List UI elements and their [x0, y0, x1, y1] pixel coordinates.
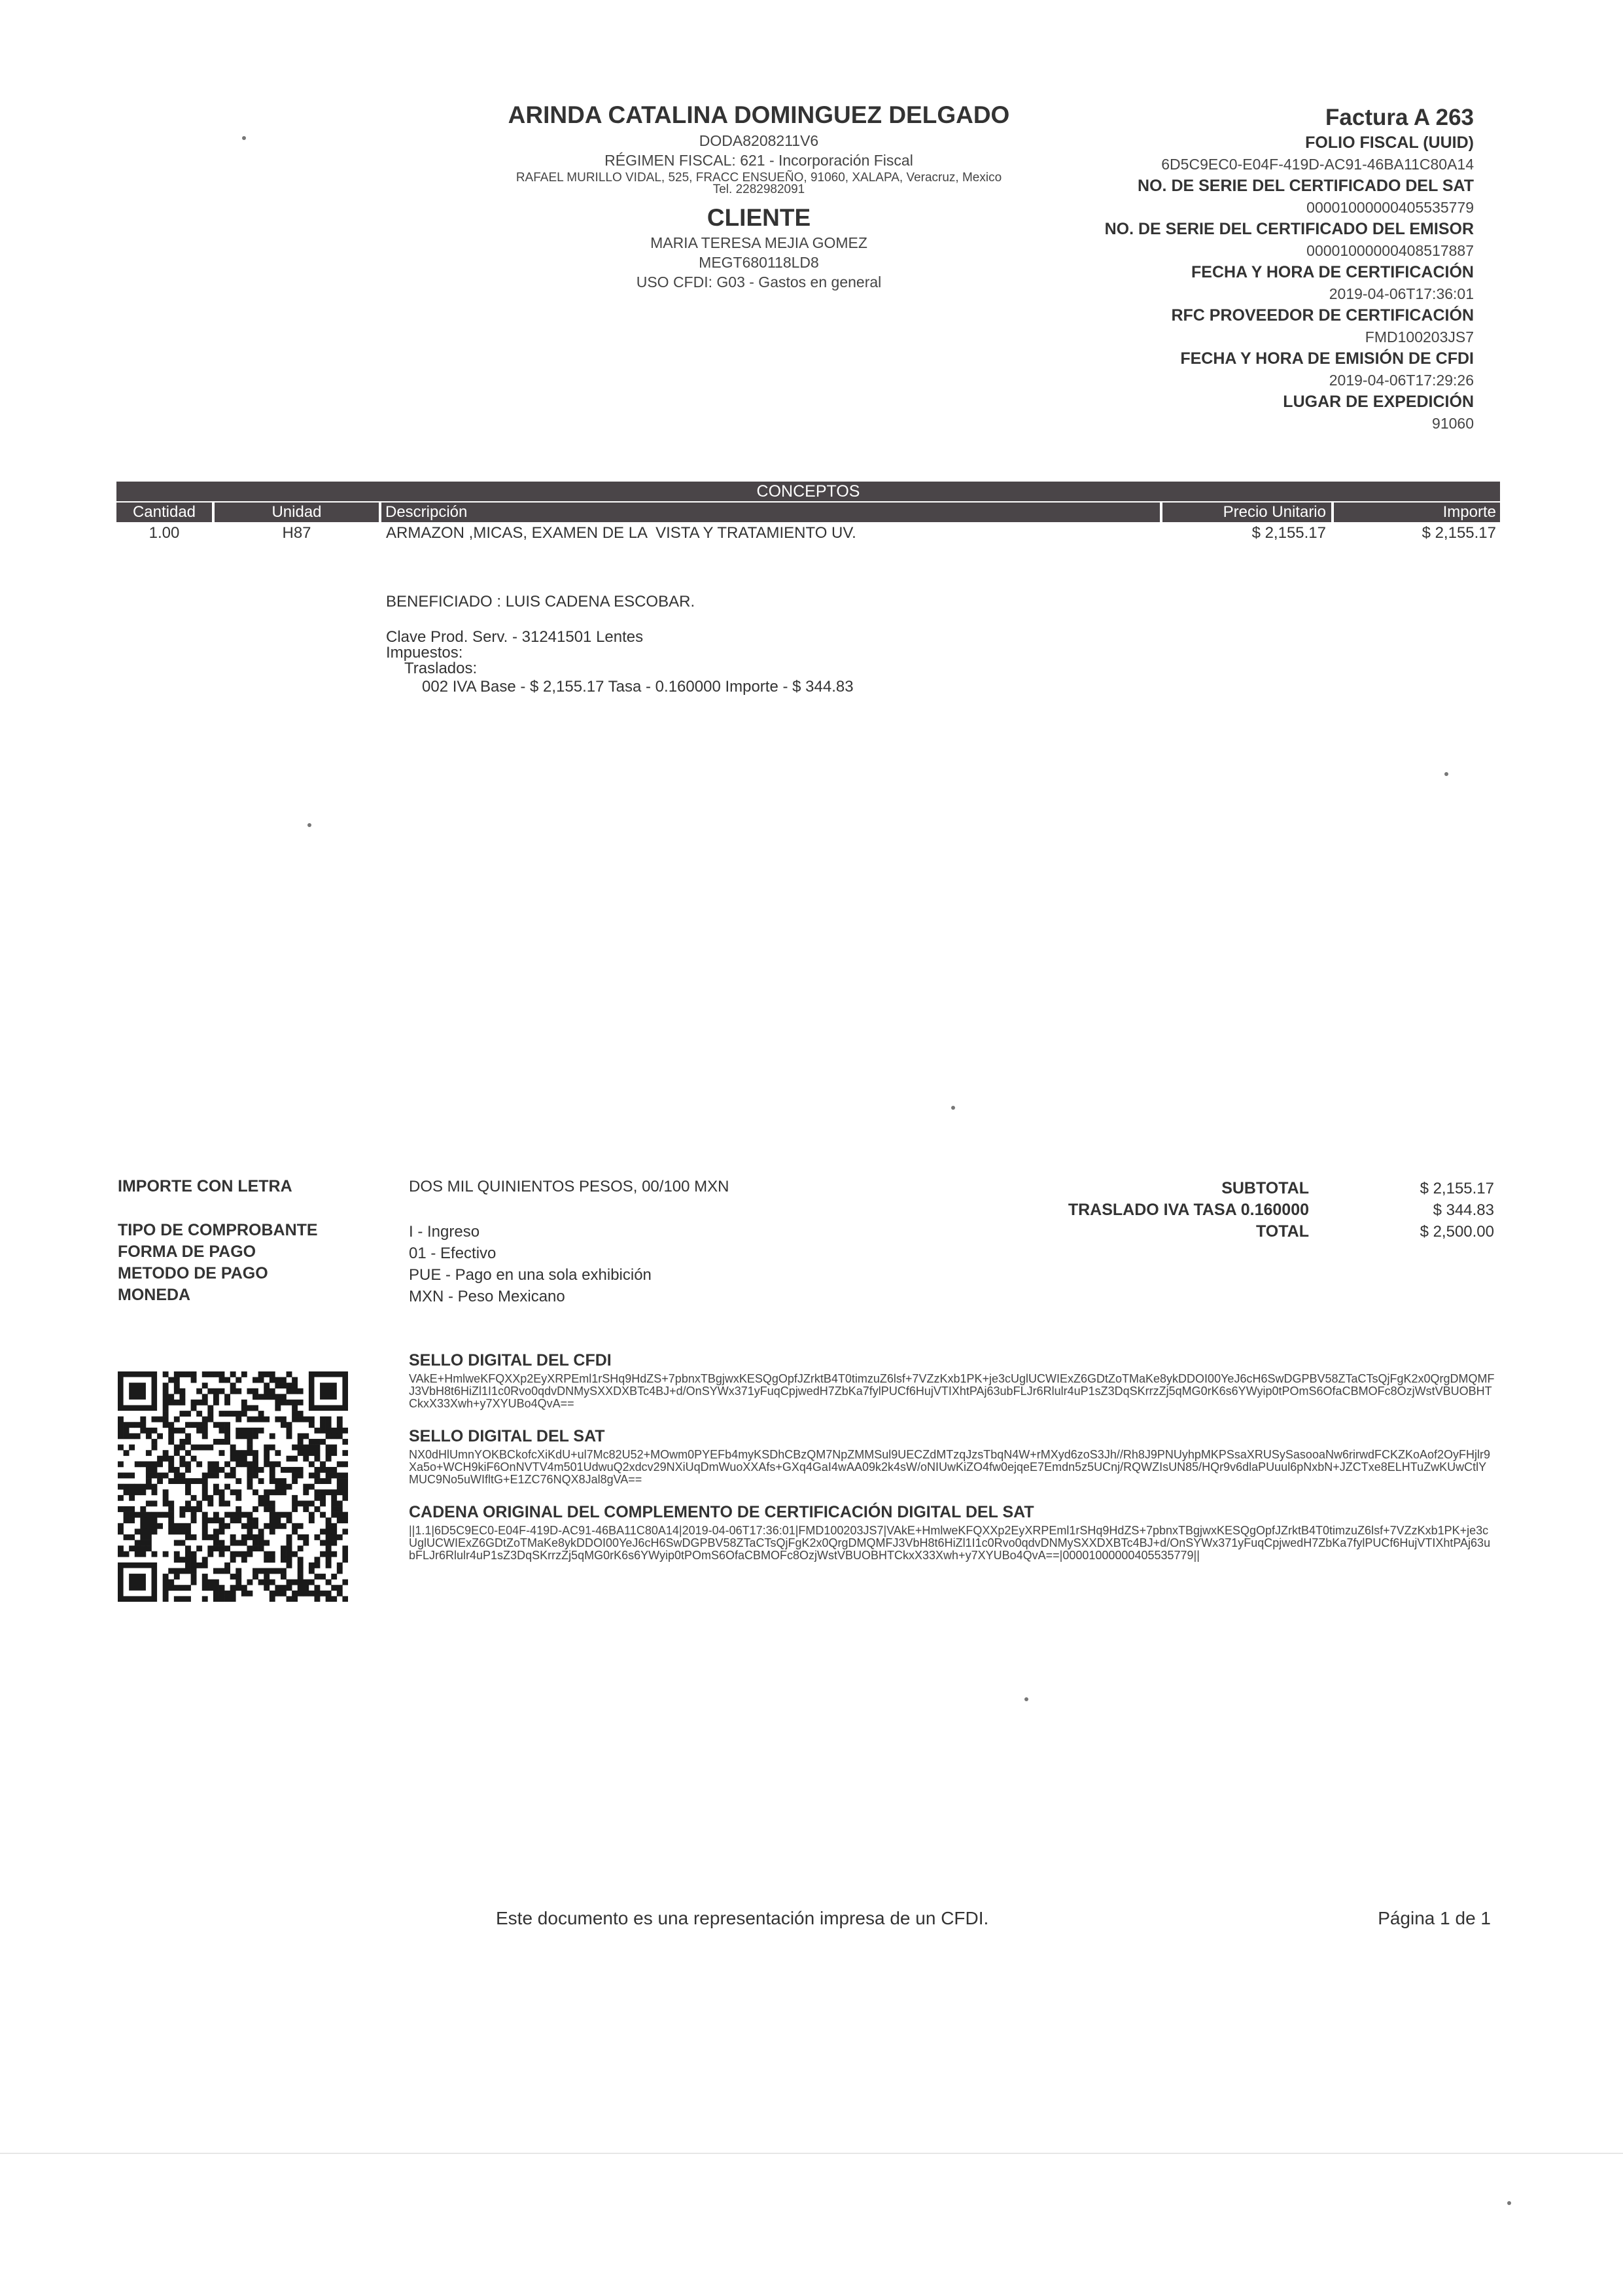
total-label: TOTAL	[1255, 1222, 1309, 1241]
fecha-emision-value: 2019-04-06T17:29:26	[1329, 372, 1474, 389]
scan-speck	[951, 1106, 955, 1110]
header-importe: Importe	[1334, 503, 1500, 522]
sello-cfdi-text: VAkE+HmlweKFQXXp2EyXRPEml1rSHq9HdZS+7pbnxTBgjwxKESQgOpfJZrktB4T0timzuZ6lsf+7VZzKxb1PK+je3cUglUCWIExZ6GDtZoTMaKe8ykDDOI00YeJ6cH6SwDGPBV58ZTaCTsQjFgK2x0QrgDMQMFJ3VbH8t6HiZl1I1c0Rvo0qdvDNMySXXDXBTc4BJ+d/OnSYWx371yFuqCpjwedH7ZbKa7fylPUCf6HujVTIXhtPAj63ubFLJr6Rlulr4uP1sZ3DqSKrrzZj5qMG0rK6s6YWyip0tPOmS6OfaCBMOFc8OzjWstVBUOBHTCkxX33Xwh+y7XYUBo4QvA==	[409, 1372, 1495, 1410]
issuer-address: RAFAEL MURILLO VIDAL, 525, FRACC ENSUEÑO, 91060, XALAPA, Veracruz, Mexico	[515, 171, 1002, 185]
fecha-cert-value: 2019-04-06T17:36:01	[1329, 285, 1474, 302]
serie-sat-label: NO. DE SERIE DEL CERTIFICADO DEL SAT	[1138, 177, 1474, 195]
scan-edge-line	[0, 2153, 1623, 2154]
sello-sat-text: NX0dHlUmnYOKBCkofcXiKdU+ul7Mc82U52+MOwm0PYEFb4myKSDhCBzQM7NpZMMSul9UECZdMTzqJzsTbqN4W+rMXyd6zoS3Jh//Rh8J9PNUyhpMKPSsaXRUSySasooaNw6rirwdFCKZKoAof2OyFHjlr9Xa5o+WCH9kiF6OnNVTV4m501UdwuQ2xdcv29NXiUqDmWuoXXAfs+GXq4GaI4wAA09k2k4sW/oNIUwKiZO4fw0ejqeE7Emdn5z5UCnj/RQWZIsUN85/HQr9v6dlaPUuul6pNxbN+JZCTxe8ELHTuZwKUwCtlYMUC9No5uWIfltG+E1ZC76NQX8Jal8gVA==	[409, 1448, 1491, 1486]
invoice-title: Factura A 263	[1325, 105, 1474, 130]
serie-emisor-label: NO. DE SERIE DEL CERTIFICADO DEL EMISOR	[1104, 220, 1474, 238]
clave-prod: Clave Prod. Serv. - 31241501 Lentes	[386, 628, 644, 646]
header-descripcion: Descripción	[381, 503, 1160, 522]
beneficiado: BENEFICIADO : LUIS CADENA ESCOBAR.	[386, 593, 695, 610]
folio-value: 6D5C9EC0-E04F-419D-AC91-46BA11C80A14	[1161, 156, 1474, 173]
invoice-block	[1003, 103, 1474, 434]
moneda-label: MONEDA	[118, 1286, 191, 1304]
footer-note: Este documento es una representación impresa de un CFDI.	[496, 1908, 989, 1928]
header-precio: Precio Unitario	[1162, 503, 1331, 522]
rfc-prov-label: RFC PROVEEDOR DE CERTIFICACIÓN	[1171, 306, 1474, 325]
scan-speck	[1507, 2201, 1511, 2205]
traslado-label: TRASLADO IVA TASA 0.160000	[1068, 1201, 1309, 1219]
subtotal-value: $ 2,155.17	[1420, 1180, 1494, 1197]
issuer-name: ARINDA CATALINA DOMINGUEZ DELGADO	[508, 101, 1010, 128]
cadena-text: ||1.1|6D5C9EC0-E04F-419D-AC91-46BA11C80A14|2019-04-06T17:36:01|FMD100203JS7|VAkE+HmlweKFQXXp2EyXRPEml1rSHq9HdZS+7pbnxTBgjwxKESQgOpfJZrktB4T0timzuZ6lsf+7VZzKxb1PK+je3cUglUCWIExZ6GDtZoTMaKe8ykDDOI00YeJ6cH6SwDGPBV58ZTaCTsQjFgK2x0QrgDMQMFJ3VbH8t6HiZl1I1c0Rvo0qdvDNMySXXDXBTc4BJ+d/OnSYWx371yFuqCpjwedH7ZbKa7fylPUCf6HujVTIXhtPAj63ubFLJr6Rlulr4uP1sZ3DqSKrrzZj5qMG0rK6s6YWyip0tPOmS6OfaCBMOFc8OzjWstVBUOBHTCkxX33Xwh+y7XYUBo4QvA==|00001000000405535779||	[409, 1524, 1491, 1562]
issuer-regimen: RÉGIMEN FISCAL: 621 - Incorporación Fiscal	[604, 152, 913, 169]
issuer-rfc: DODA8208211V6	[699, 132, 819, 149]
row-precio: $ 2,155.17	[1251, 524, 1326, 542]
fecha-emision-label: FECHA Y HORA DE EMISIÓN DE CFDI	[1180, 349, 1474, 368]
row-importe: $ 2,155.17	[1422, 524, 1496, 542]
header-cantidad: Cantidad	[116, 503, 212, 522]
row-cantidad: 1.00	[148, 524, 180, 542]
lugar-value: 91060	[1432, 415, 1474, 432]
metodo-label: METODO DE PAGO	[118, 1264, 268, 1282]
folio-label: FOLIO FISCAL (UUID)	[1305, 133, 1474, 152]
scan-speck	[242, 136, 246, 140]
forma-value: 01 - Efectivo	[409, 1245, 497, 1262]
lugar-label: LUGAR DE EXPEDICIÓN	[1283, 393, 1474, 411]
tipo-value: I - Ingreso	[409, 1223, 480, 1241]
tipo-label: TIPO DE COMPROBANTE	[118, 1221, 318, 1239]
serie-sat-value: 00001000000405535779	[1306, 199, 1474, 216]
impuestos-label: Impuestos:	[386, 644, 463, 662]
page-number: Página 1 de 1	[1378, 1908, 1491, 1928]
issuer-phone: Tel. 2282982091	[712, 183, 805, 196]
row-unidad: H87	[282, 524, 311, 542]
cliente-rfc: MEGT680118LD8	[699, 254, 819, 271]
total-value: $ 2,500.00	[1420, 1223, 1494, 1241]
importe-letra-label: IMPORTE CON LETRA	[118, 1177, 292, 1195]
traslados-label: Traslados:	[404, 660, 478, 677]
cliente-title: CLIENTE	[707, 204, 811, 231]
scan-speck	[307, 823, 311, 827]
sello-cfdi-title: SELLO DIGITAL DEL CFDI	[409, 1351, 612, 1369]
row-descripcion: ARMAZON ,MICAS, EXAMEN DE LA VISTA Y TRATAMIENTO UV.	[386, 524, 856, 542]
qr-code	[118, 1371, 348, 1602]
traslado-value: $ 344.83	[1433, 1201, 1494, 1219]
iva-line: 002 IVA Base - $ 2,155.17 Tasa - 0.160000 Importe - $ 344.83	[422, 678, 854, 696]
cadena-title: CADENA ORIGINAL DEL COMPLEMENTO DE CERTIFICACIÓN DIGITAL DEL SAT	[409, 1503, 1034, 1521]
scan-speck	[1024, 1697, 1028, 1701]
serie-emisor-value: 00001000000408517887	[1306, 242, 1474, 259]
moneda-value: MXN - Peso Mexicano	[409, 1288, 565, 1305]
cliente-name: MARIA TERESA MEJIA GOMEZ	[650, 234, 867, 251]
header-unidad: Unidad	[215, 503, 379, 522]
sello-sat-title: SELLO DIGITAL DEL SAT	[409, 1427, 605, 1445]
metodo-value: PUE - Pago en una sola exhibición	[409, 1266, 652, 1284]
conceptos-title: CONCEPTOS	[116, 482, 1500, 501]
cliente-uso-cfdi: USO CFDI: G03 - Gastos en general	[636, 274, 882, 291]
subtotal-label: SUBTOTAL	[1221, 1179, 1309, 1197]
scan-speck	[1444, 772, 1448, 776]
rfc-prov-value: FMD100203JS7	[1365, 328, 1474, 345]
fecha-cert-label: FECHA Y HORA DE CERTIFICACIÓN	[1191, 263, 1474, 281]
importe-letra-value: DOS MIL QUINIENTOS PESOS, 00/100 MXN	[409, 1178, 729, 1195]
forma-label: FORMA DE PAGO	[118, 1243, 256, 1261]
